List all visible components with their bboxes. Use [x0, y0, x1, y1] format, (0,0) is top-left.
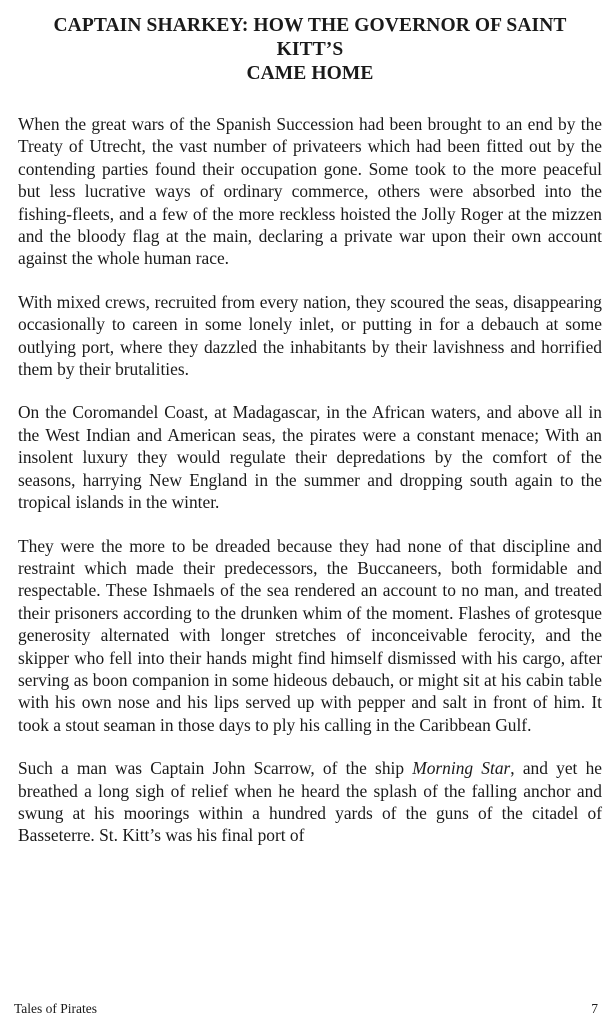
paragraph-5 [18, 757, 602, 847]
footer-book-title: Tales of Pirates [14, 1001, 98, 1016]
footer-page-number: 7 [591, 1001, 598, 1016]
chapter-title-line-2: CAME HOME [246, 63, 374, 84]
ship-name: Morning Star [412, 758, 511, 779]
paragraph-3: On the Coromandel Coast, at Madagascar, in the African waters, and above all in the West Indian and American seas, the pirates were a constant menace; With an insolent luxury they would regulate their depredations by the comfort of the seasons, harrying New England in the summer and dropping south again to the tropical islands in the winter. [18, 402, 602, 513]
paragraph-1: When the great wars of the Spanish Succession had been brought to an end by the Treaty of Utrecht, the vast number of privateers which had been fitted out by the contending parties found their occupation gone. Some took to the more peaceful but less lucrative ways of ordinary commerce, others were absorbed into the fishing-fleets, and a few of the more reckless hoisted the Jolly Roger at the mizzen and the bloody flag at the main, declaring a private war upon their own account against the whole human race. [18, 114, 602, 269]
chapter-title-line-1: CAPTAIN SHARKEY: HOW THE GOVERNOR OF SAINT KITT’S [53, 15, 567, 60]
paragraph-5-start: Such a man was Captain John Scarrow, of the ship [18, 758, 413, 779]
paragraph-4: They were the more to be dreaded because they had none of that discipline and restraint which made their predecessors, the Buccaneers, both formidable and respectable. These Ishmaels of the sea rendered an account to no man, and treated their prisoners according to the drunken whim of the moment. Flashes of grotesque generosity alternated with longer stretches of inconceivable ferocity, and the skipper who fell into their hands might find himself dismissed with his cargo, after serving as boon companion in some hideous debauch, or might sit at his cabin table with his own nose and his lips served up with pepper and salt in front of him. It took a stout seaman in those days to ply his calling in the Caribbean Gulf. [18, 535, 602, 735]
paragraph-5-end: , and yet he breathed a long sigh of relief when he heard the splash of the falling anchor and swung at his moorings within a hundred yards of the guns of the citadel of Basseterre. St. Kitt’s was his final port of [18, 758, 602, 846]
page-content [18, 14, 602, 868]
paragraph-2: With mixed crews, recruited from every nation, they scoured the seas, disappearing occasionally to careen in some lonely inlet, or putting in for a debauch at some outlying port, where they dazzled the inhabitants by their lavishness and horrified them by their brutalities. [18, 291, 602, 380]
chapter-title [18, 14, 602, 86]
